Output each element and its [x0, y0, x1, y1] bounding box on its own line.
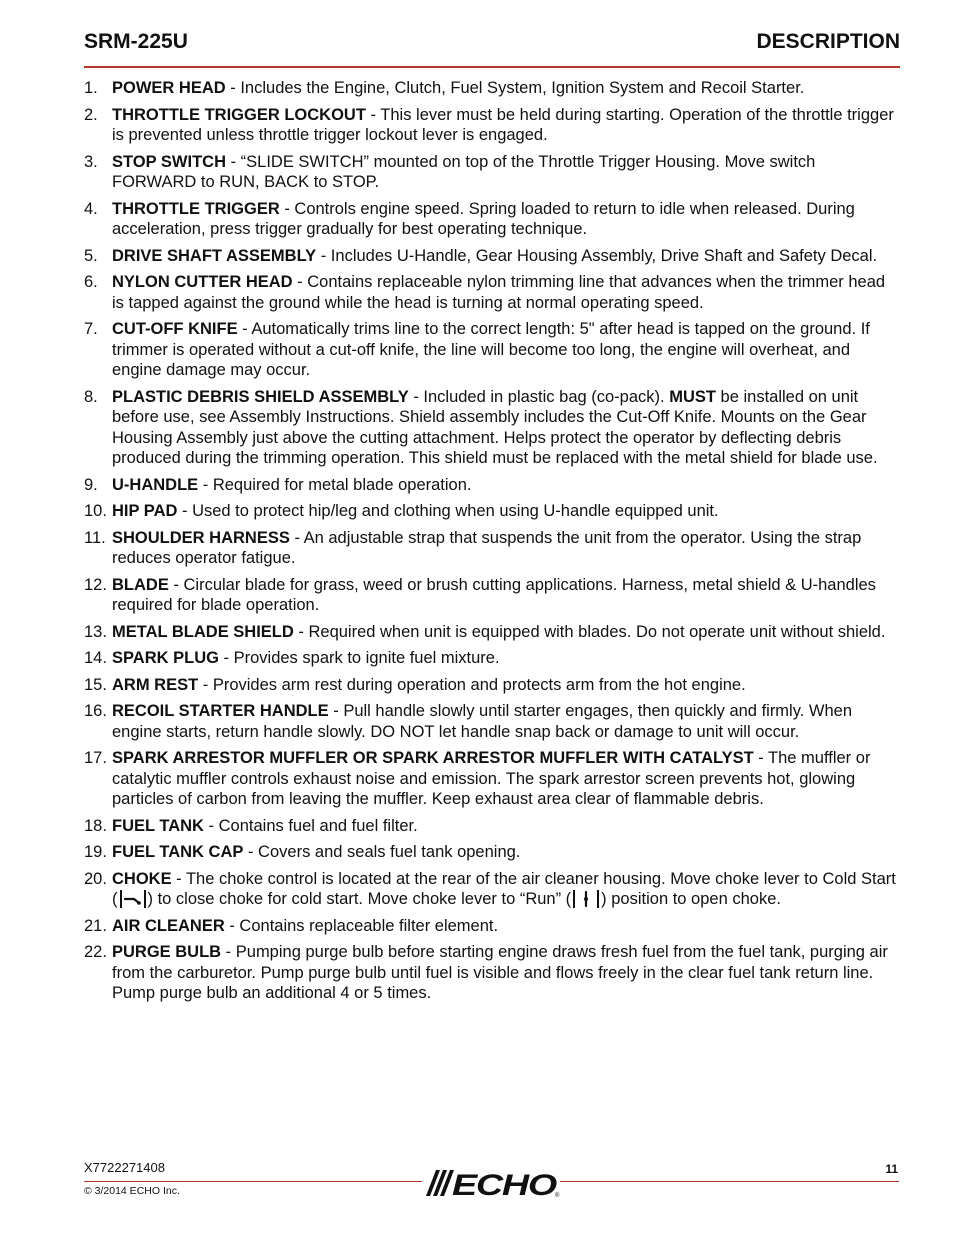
- section-title: DESCRIPTION: [756, 30, 900, 53]
- list-item: 14. SPARK PLUG - Provides spark to ignite fuel mixture.: [84, 649, 500, 667]
- page-header: [84, 30, 900, 68]
- list-item: 10. HIP PAD - Used to protect hip/leg and clothing when using U-handle equipped unit.: [84, 502, 719, 520]
- footer-divider-right: [560, 1181, 899, 1182]
- list-item: 8. PLASTIC DEBRIS SHIELD ASSEMBLY - Included in plastic bag (co-pack). MUST be installed on unit before use, see Assembly Instructions. Shield assembly includes the Cut-Off Knife. Mounts on the Gear Housing Assembly just above the cutting attachment. Helps protect the operator by deflecting debris produced during the trimming operation. This shield must be replaced with the metal shield for blade use.: [84, 387, 878, 467]
- list-item: 3. STOP SWITCH - “SLIDE SWITCH” mounted on top of the Throttle Trigger Housing. Move switch FORWARD to RUN, BACK to STOP.: [84, 152, 816, 191]
- svg-text:®: ®: [555, 1193, 560, 1199]
- copyright-notice: © 3/2014 ECHO Inc.: [84, 1185, 180, 1197]
- list-item: 13. METAL BLADE SHIELD - Required when unit is equipped with blades. Do not operate unit without shield.: [84, 622, 886, 641]
- list-item: 16. RECOIL STARTER HANDLE - Pull handle slowly until starter engages, then quickly and firmly. When engine starts, return handle slowly. DO NOT let handle snap back or damage to unit will occur.: [84, 702, 853, 741]
- list-item: 20. CHOKE - The choke control is located at the rear of the air cleaner housing. Move choke lever to Cold Start ( ) to close choke for cold start. Move choke lever to “Run” ( ) position to open choke.: [84, 869, 896, 908]
- list-item: 1. POWER HEAD - Includes the Engine, Clutch, Fuel System, Ignition System and Recoil Starter.: [84, 79, 805, 97]
- document-number: X7722271408: [84, 1160, 165, 1175]
- list-item: 7. CUT-OFF KNIFE - Automatically trims line to the correct length: 5" after head is tapped on the ground. If trimmer is operated without a cut-off knife, the line will become too long, the engine will overheat, and engine damage may occur.: [84, 320, 870, 379]
- list-item: 6. NYLON CUTTER HEAD - Contains replaceable nylon trimming line that advances when the trimmer head is tapped against the ground while the head is turning at normal operating speed.: [84, 273, 886, 312]
- echo-logo: [422, 1166, 562, 1200]
- list-item: 12. BLADE - Circular blade for grass, weed or brush cutting applications. Harness, metal shield & U-handles required for blade operation.: [84, 575, 876, 614]
- model-name: SRM-225U: [84, 30, 188, 53]
- list-item: 2. THROTTLE TRIGGER LOCKOUT - This lever must be held during starting. Operation of the throttle trigger is prevented unless throttle trigger lockout lever is engaged.: [84, 105, 894, 144]
- list-item: 9. U-HANDLE - Required for metal blade operation.: [84, 475, 472, 494]
- list-item: 19. FUEL TANK CAP - Covers and seals fuel tank opening.: [84, 843, 521, 861]
- list-item: 4. THROTTLE TRIGGER - Controls engine speed. Spring loaded to return to idle when released. During acceleration, press trigger gradually for best operating technique.: [84, 199, 855, 238]
- list-item: 11. SHOULDER HARNESS - An adjustable strap that suspends the unit from the operator. Using the strap reduces operator fatigue.: [84, 528, 862, 567]
- list-item: 15. ARM REST - Provides arm rest during operation and protects arm from the hot engine.: [84, 675, 746, 694]
- list-item: 22. PURGE BULB - Pumping purge bulb before starting engine draws fresh fuel from the fuel tank, purging air from the carburetor. Pump purge bulb until fuel is visible and flows freely in the clear fuel tank return line. Pump purge bulb an additional 4 or 5 times.: [84, 943, 888, 1002]
- run-icon: [573, 890, 599, 908]
- cold-start-icon: [120, 890, 146, 908]
- svg-text:ECHO: ECHO: [452, 1169, 557, 1200]
- list-item: 5. DRIVE SHAFT ASSEMBLY - Includes U-Handle, Gear Housing Assembly, Drive Shaft and Safety Decal.: [84, 246, 878, 265]
- list-item: 21. AIR CLEANER - Contains replaceable filter element.: [84, 916, 499, 935]
- page-number: 11: [885, 1162, 898, 1176]
- description-list: [84, 78, 896, 1010]
- list-item: 18. FUEL TANK - Contains fuel and fuel filter.: [84, 816, 418, 835]
- footer-divider-left: [84, 1181, 422, 1182]
- list-item: 17. SPARK ARRESTOR MUFFLER OR SPARK ARRESTOR MUFFLER WITH CATALYST - The muffler or catalytic muffler controls exhaust noise and emission. The spark arrestor screen prevents hot, glowing particles of carbon from leaving the muffler. Keep exhaust area clear of flammable debris.: [84, 749, 871, 808]
